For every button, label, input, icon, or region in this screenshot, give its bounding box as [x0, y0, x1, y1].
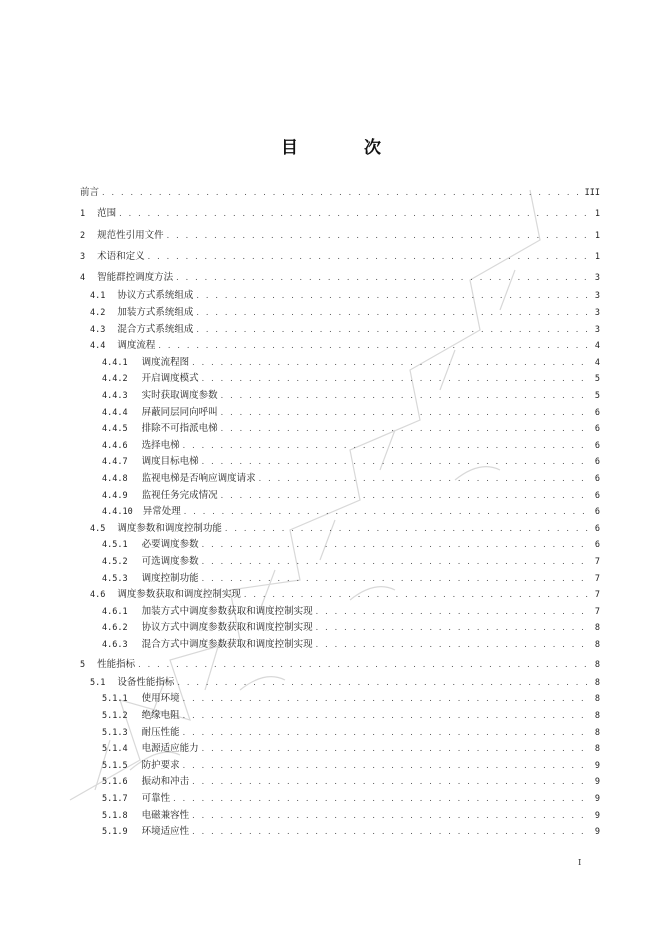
- toc-entry-label: 协议方式中调度参数获取和调度控制实现: [141, 622, 313, 634]
- toc-entry-label: 防护要求: [141, 759, 180, 771]
- toc-dot-leader: [138, 654, 589, 675]
- toc-entry-label: 电磁兼容性: [141, 809, 190, 821]
- toc-dot-leader: [221, 421, 589, 438]
- toc-entry[interactable]: [80, 824, 600, 841]
- toc-entry-page: 3: [594, 324, 600, 335]
- toc-dot-leader: [221, 388, 589, 405]
- toc-dot-leader: [184, 504, 589, 521]
- toc-entry-page: 8: [594, 677, 600, 688]
- toc-entry-number: 4.1: [90, 291, 106, 302]
- toc-entry-number: 4.4.8: [102, 474, 128, 485]
- toc-entry-page: 7: [594, 556, 600, 567]
- toc-entry-label: 使用环境: [141, 693, 180, 705]
- toc-entry-page: 1: [594, 251, 600, 262]
- toc-dot-leader: [196, 288, 589, 305]
- toc-dot-leader: [183, 758, 589, 775]
- toc-entry[interactable]: [80, 488, 600, 505]
- toc-entry-label: 屏蔽同层同向呼叫: [141, 406, 218, 418]
- toc-entry-page: 6: [594, 507, 600, 518]
- toc-dot-leader: [183, 691, 589, 708]
- toc-entry-number: 5.1.1: [102, 694, 128, 705]
- toc-entry-label: 混合方式系统组成: [117, 323, 194, 335]
- toc-dot-leader: [202, 454, 589, 471]
- toc-entry-number: 5.1.6: [102, 777, 128, 788]
- toc-dot-leader: [167, 225, 589, 246]
- toc-entry-page: III: [584, 188, 600, 198]
- toc-entry-page: 8: [594, 727, 600, 738]
- toc-dot-leader: [192, 808, 589, 825]
- toc-entry-number: 5.1.5: [102, 760, 128, 771]
- toc-entry[interactable]: [80, 246, 600, 267]
- toc-entry-number: 4.6.3: [102, 639, 128, 650]
- toc-entry-label: 排除不可指派电梯: [141, 423, 218, 435]
- toc-dot-leader: [316, 637, 589, 654]
- toc-dot-leader: [202, 554, 589, 571]
- toc-entry-number: 5.1.7: [102, 794, 128, 804]
- toc-entry-page: 9: [594, 794, 600, 804]
- toc-entry[interactable]: [80, 225, 600, 246]
- toc-entry-page: 3: [594, 308, 600, 319]
- toc-entry-number: 4.4.7: [102, 457, 128, 468]
- toc-entry-number: 4.3: [90, 324, 106, 335]
- toc-dot-leader: [221, 488, 589, 505]
- toc-entry-label: 电源适应能力: [141, 743, 199, 755]
- toc-entry-label: 实时获取调度参数: [141, 390, 218, 402]
- toc-entry-page: 6: [594, 474, 600, 485]
- toc-entry[interactable]: [80, 438, 600, 455]
- toc-entry[interactable]: [80, 322, 600, 339]
- toc-entry-page: 6: [594, 407, 600, 418]
- toc-entry[interactable]: [80, 604, 600, 621]
- toc-entry-page: 5: [594, 391, 600, 402]
- toc-entry[interactable]: [80, 388, 600, 405]
- toc-entry[interactable]: [80, 708, 600, 725]
- toc-dot-leader: [316, 620, 589, 637]
- toc-dot-leader: [225, 521, 589, 538]
- toc-dot-leader: [196, 322, 589, 339]
- toc-entry-label: 协议方式系统组成: [117, 290, 194, 302]
- toc-entry-page: 7: [594, 606, 600, 617]
- toc-entry-page: 6: [594, 490, 600, 501]
- toc-entry[interactable]: [80, 203, 600, 224]
- toc-entry-page: 8: [594, 744, 600, 755]
- toc-dot-leader: [202, 571, 589, 588]
- toc-entry-page: 4: [594, 357, 600, 368]
- toc-entry-label: 耐压性能: [141, 726, 180, 738]
- toc-dot-leader: [158, 338, 589, 355]
- toc-entry-label: 开启调度模式: [141, 373, 199, 385]
- toc-entry-label: 术语和定义: [97, 250, 145, 262]
- toc-entry-page: 6: [594, 440, 600, 451]
- toc-dot-leader: [221, 405, 589, 422]
- toc-entry-number: 4.4.4: [102, 407, 128, 418]
- toc-dot-leader: [259, 471, 589, 488]
- toc-entry-page: 8: [594, 694, 600, 705]
- toc-entry-label: 规范性引用文件: [97, 229, 164, 241]
- toc-entry-page: 9: [594, 777, 600, 788]
- toc-entry-label: 必要调度参数: [141, 539, 199, 551]
- toc-entry[interactable]: [80, 267, 600, 288]
- toc-entry-number: 2: [80, 230, 86, 241]
- toc-entry-label: 设备性能指标: [117, 676, 175, 688]
- toc-entry-label: 加装方式中调度参数获取和调度控制实现: [141, 605, 313, 617]
- toc-entry[interactable]: [80, 338, 600, 355]
- toc-dot-leader: [196, 305, 589, 322]
- toc-entry-page: 8: [594, 711, 600, 722]
- toc-entry[interactable]: [80, 182, 600, 203]
- toc-dot-leader: [316, 604, 589, 621]
- toc-entry-number: 1: [80, 209, 86, 220]
- toc-entry-label: 范围: [97, 208, 117, 220]
- toc-entry-page: 6: [594, 540, 600, 551]
- toc-dot-leader: [173, 791, 589, 808]
- toc-entry[interactable]: [80, 725, 600, 742]
- toc-entry-number: 4.6: [90, 590, 106, 601]
- toc-entry[interactable]: [80, 637, 600, 654]
- toc-dot-leader: [202, 371, 589, 388]
- page-number: I: [578, 858, 582, 868]
- toc-entry-number: 5: [80, 659, 86, 670]
- toc-dot-leader: [177, 675, 589, 692]
- table-of-contents: [80, 182, 600, 841]
- toc-entry-number: 5.1: [90, 677, 106, 688]
- toc-dot-leader: [119, 203, 589, 224]
- toc-dot-leader: [202, 537, 589, 554]
- toc-entry-page: 9: [594, 827, 600, 838]
- toc-entry-label: 可选调度参数: [141, 555, 199, 567]
- toc-entry-label: 混合方式中调度参数获取和调度控制实现: [141, 638, 313, 650]
- toc-entry-number: 4.4.5: [102, 424, 128, 435]
- toc-entry-number: 4.4.6: [102, 440, 128, 451]
- toc-entry[interactable]: [80, 537, 600, 554]
- toc-entry-page: 9: [594, 810, 600, 821]
- toc-entry[interactable]: [80, 675, 600, 692]
- toc-entry-number: 5.1.8: [102, 810, 128, 821]
- toc-entry-page: 1: [594, 230, 600, 241]
- toc-entry[interactable]: [80, 587, 600, 604]
- toc-entry[interactable]: [80, 791, 600, 808]
- toc-entry[interactable]: [80, 305, 600, 322]
- toc-entry-page: 9: [594, 760, 600, 771]
- toc-entry-label: 加装方式系统组成: [117, 307, 194, 319]
- toc-entry[interactable]: [80, 758, 600, 775]
- toc-entry-label: 监视电梯是否响应调度请求: [141, 473, 256, 485]
- toc-entry[interactable]: [80, 521, 600, 538]
- toc-entry-number: 5.1.2: [102, 711, 128, 722]
- toc-entry-label: 调度流程: [117, 340, 156, 352]
- toc-entry-page: 8: [594, 639, 600, 650]
- toc-entry-number: 4.4: [90, 341, 106, 352]
- toc-dot-leader: [176, 267, 589, 288]
- toc-entry-page: 7: [594, 590, 600, 601]
- toc-entry-number: 4.5.1: [102, 540, 128, 551]
- toc-dot-leader: [148, 246, 589, 267]
- toc-entry-label: 可靠性: [141, 793, 171, 804]
- toc-entry-label: 调度参数和调度控制功能: [117, 522, 222, 534]
- toc-entry-page: 1: [594, 209, 600, 220]
- toc-entry-page: 5: [594, 374, 600, 385]
- toc-entry-label: 监视任务完成情况: [141, 489, 218, 501]
- toc-entry-label: 环境适应性: [141, 826, 190, 838]
- toc-entry[interactable]: [80, 504, 600, 521]
- toc-entry-number: 5.1.4: [102, 744, 128, 755]
- toc-entry[interactable]: [80, 288, 600, 305]
- toc-entry-label: 选择电梯: [141, 439, 180, 451]
- toc-entry-page: 3: [594, 291, 600, 302]
- toc-entry-number: 4.6.2: [102, 623, 128, 634]
- toc-entry[interactable]: [80, 620, 600, 637]
- toc-dot-leader: [202, 741, 589, 758]
- toc-dot-leader: [192, 824, 589, 841]
- toc-entry-page: 4: [594, 341, 600, 352]
- toc-entry-number: 5.1.3: [102, 727, 128, 738]
- toc-dot-leader: [244, 587, 589, 604]
- toc-dot-leader: [102, 182, 582, 203]
- toc-entry-number: 4.4.3: [102, 391, 128, 402]
- toc-entry[interactable]: [80, 405, 600, 422]
- toc-entry[interactable]: [80, 471, 600, 488]
- toc-entry-number: 4.4.1: [102, 357, 128, 368]
- toc-dot-leader: [183, 708, 589, 725]
- toc-entry-number: 4.5: [90, 523, 106, 534]
- page-title: 目 次: [281, 138, 411, 158]
- toc-dot-leader: [183, 438, 589, 455]
- toc-dot-leader: [192, 355, 589, 372]
- toc-entry-page: 8: [594, 623, 600, 634]
- toc-entry-label: 性能指标: [97, 658, 136, 670]
- toc-entry[interactable]: [80, 808, 600, 825]
- toc-entry[interactable]: [80, 774, 600, 791]
- toc-entry-number: 4.5.2: [102, 556, 128, 567]
- toc-entry[interactable]: [80, 355, 600, 372]
- toc-entry-label: 智能群控调度方法: [97, 272, 174, 284]
- toc-entry[interactable]: [80, 654, 600, 675]
- toc-entry[interactable]: [80, 571, 600, 588]
- toc-entry[interactable]: [80, 741, 600, 758]
- toc-entry[interactable]: [80, 691, 600, 708]
- toc-entry[interactable]: [80, 371, 600, 388]
- toc-entry-page: 8: [594, 659, 600, 670]
- toc-entry-number: 4.5.3: [102, 573, 128, 584]
- toc-entry-number: 4.4.9: [102, 490, 128, 501]
- toc-entry-number: 4.2: [90, 308, 106, 319]
- toc-entry-label: 调度控制功能: [141, 572, 199, 584]
- toc-entry[interactable]: [80, 454, 600, 471]
- toc-entry-label: 调度流程图: [141, 356, 190, 368]
- toc-entry[interactable]: [80, 421, 600, 438]
- toc-entry-page: 7: [594, 573, 600, 584]
- toc-entry-label: 绝缘电阻: [141, 710, 180, 722]
- toc-entry-number: 4.6.1: [102, 606, 128, 617]
- toc-entry-page: 6: [594, 523, 600, 534]
- toc-entry-number: 4.4.10: [102, 507, 133, 518]
- toc-entry-label: 前言: [80, 187, 100, 198]
- toc-entry[interactable]: [80, 554, 600, 571]
- toc-entry-number: 4.4.2: [102, 374, 128, 385]
- toc-dot-leader: [192, 774, 589, 791]
- toc-entry-number: 5.1.9: [102, 827, 128, 838]
- toc-dot-leader: [183, 725, 589, 742]
- toc-entry-page: 6: [594, 424, 600, 435]
- toc-entry-number: 3: [80, 251, 86, 262]
- toc-entry-page: 3: [594, 273, 600, 284]
- toc-entry-page: 6: [594, 457, 600, 468]
- toc-entry-label: 异常处理: [142, 506, 181, 518]
- toc-entry-number: 4: [80, 273, 86, 284]
- toc-entry-label: 振动和冲击: [141, 776, 190, 788]
- toc-entry-label: 调度目标电梯: [141, 456, 199, 468]
- toc-entry-label: 调度参数获取和调度控制实现: [117, 589, 241, 601]
